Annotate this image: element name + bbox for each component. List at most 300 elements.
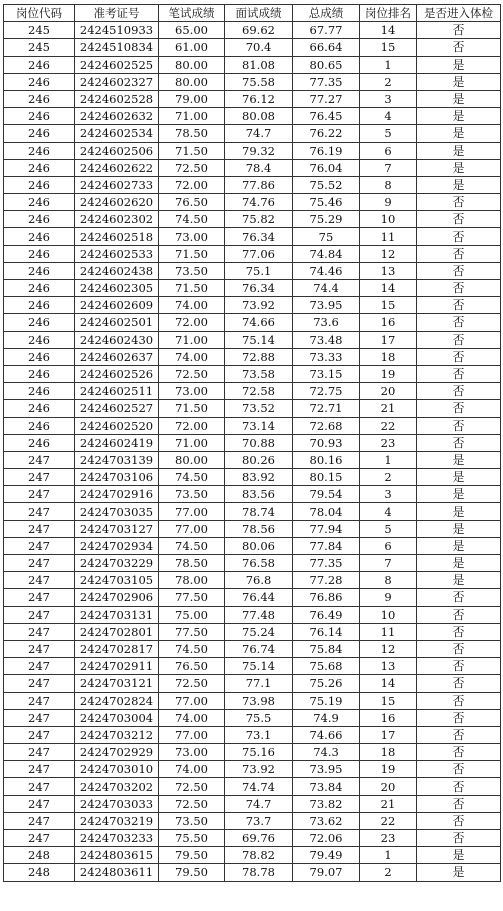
post-rank-cell: 21 <box>360 795 417 812</box>
physical-exam-cell: 否 <box>417 348 501 365</box>
exam-number-cell: 2424602302 <box>75 211 159 228</box>
interview-score-cell: 77.86 <box>225 176 293 193</box>
interview-score-cell: 73.14 <box>225 417 293 434</box>
total-score-cell: 75 <box>293 228 360 245</box>
exam-number-cell: 2424703121 <box>75 675 159 692</box>
table-row <box>4 589 501 606</box>
interview-score-cell: 74.66 <box>225 314 293 331</box>
written-score-cell: 80.00 <box>159 451 225 468</box>
table-row <box>4 90 501 107</box>
written-score-cell: 80.00 <box>159 56 225 73</box>
interview-score-cell: 78.74 <box>225 503 293 520</box>
physical-exam-cell: 否 <box>417 692 501 709</box>
written-score-cell: 79.50 <box>159 864 225 881</box>
post-code-cell: 247 <box>4 451 75 468</box>
physical-exam-cell: 是 <box>417 108 501 125</box>
post-code-cell: 247 <box>4 709 75 726</box>
post-rank-cell: 5 <box>360 520 417 537</box>
post-rank-cell: 19 <box>360 365 417 382</box>
post-rank-cell: 9 <box>360 589 417 606</box>
exam-number-cell: 2424602305 <box>75 280 159 297</box>
table-row <box>4 795 501 812</box>
written-score-cell: 73.00 <box>159 383 225 400</box>
post-rank-cell: 22 <box>360 417 417 434</box>
table-row <box>4 606 501 623</box>
exam-number-cell: 2424702929 <box>75 744 159 761</box>
total-score-cell: 74.46 <box>293 262 360 279</box>
physical-exam-cell: 否 <box>417 400 501 417</box>
written-score-cell: 77.50 <box>159 623 225 640</box>
exam-number-cell: 2424602534 <box>75 125 159 142</box>
table-row <box>4 520 501 537</box>
written-score-cell: 80.00 <box>159 73 225 90</box>
table-row <box>4 503 501 520</box>
physical-exam-cell: 否 <box>417 709 501 726</box>
total-score-cell: 74.9 <box>293 709 360 726</box>
written-score-cell: 74.00 <box>159 761 225 778</box>
exam-number-cell: 2424510834 <box>75 39 159 56</box>
table-row <box>4 314 501 331</box>
physical-exam-cell: 否 <box>417 795 501 812</box>
table-row <box>4 262 501 279</box>
interview-score-cell: 69.62 <box>225 22 293 39</box>
post-rank-cell: 11 <box>360 228 417 245</box>
physical-exam-cell: 否 <box>417 211 501 228</box>
total-score-cell: 76.04 <box>293 159 360 176</box>
post-code-cell: 247 <box>4 486 75 503</box>
table-row <box>4 486 501 503</box>
physical-exam-cell: 否 <box>417 314 501 331</box>
exam-number-cell: 2424703004 <box>75 709 159 726</box>
post-rank-cell: 2 <box>360 73 417 90</box>
exam-number-cell: 2424602518 <box>75 228 159 245</box>
physical-exam-cell: 是 <box>417 142 501 159</box>
interview-score-cell: 80.26 <box>225 451 293 468</box>
written-score-cell: 71.00 <box>159 434 225 451</box>
exam-number-cell: 2424702911 <box>75 658 159 675</box>
total-score-cell: 75.46 <box>293 194 360 211</box>
written-score-cell: 77.00 <box>159 520 225 537</box>
post-rank-cell: 3 <box>360 486 417 503</box>
total-score-cell: 74.66 <box>293 726 360 743</box>
physical-exam-cell: 否 <box>417 778 501 795</box>
post-rank-cell: 13 <box>360 262 417 279</box>
total-score-cell: 75.52 <box>293 176 360 193</box>
written-score-cell: 74.50 <box>159 469 225 486</box>
written-score-cell: 72.00 <box>159 417 225 434</box>
total-score-cell: 73.33 <box>293 348 360 365</box>
post-code-cell: 246 <box>4 400 75 417</box>
physical-exam-cell: 否 <box>417 331 501 348</box>
col-header-post-rank: 岗位排名 <box>360 5 417 22</box>
interview-score-cell: 77.1 <box>225 675 293 692</box>
exam-number-cell: 2424703233 <box>75 830 159 847</box>
written-score-cell: 77.00 <box>159 503 225 520</box>
interview-score-cell: 80.08 <box>225 108 293 125</box>
post-code-cell: 246 <box>4 228 75 245</box>
total-score-cell: 75.29 <box>293 211 360 228</box>
table-row <box>4 469 501 486</box>
post-rank-cell: 4 <box>360 108 417 125</box>
written-score-cell: 71.50 <box>159 245 225 262</box>
written-score-cell: 65.00 <box>159 22 225 39</box>
post-rank-cell: 9 <box>360 194 417 211</box>
table-row <box>4 400 501 417</box>
exam-number-cell: 2424703010 <box>75 761 159 778</box>
interview-score-cell: 79.32 <box>225 142 293 159</box>
post-code-cell: 245 <box>4 39 75 56</box>
exam-number-cell: 2424703106 <box>75 469 159 486</box>
total-score-cell: 76.49 <box>293 606 360 623</box>
total-score-cell: 73.15 <box>293 365 360 382</box>
total-score-cell: 75.68 <box>293 658 360 675</box>
physical-exam-cell: 否 <box>417 761 501 778</box>
physical-exam-cell: 否 <box>417 262 501 279</box>
exam-number-cell: 2424602327 <box>75 73 159 90</box>
total-score-cell: 76.22 <box>293 125 360 142</box>
written-score-cell: 61.00 <box>159 39 225 56</box>
post-code-cell: 246 <box>4 417 75 434</box>
written-score-cell: 73.00 <box>159 228 225 245</box>
interview-score-cell: 74.7 <box>225 125 293 142</box>
post-rank-cell: 7 <box>360 159 417 176</box>
table-row <box>4 39 501 56</box>
physical-exam-cell: 否 <box>417 640 501 657</box>
total-score-cell: 75.84 <box>293 640 360 657</box>
table-row <box>4 847 501 864</box>
physical-exam-cell: 否 <box>417 280 501 297</box>
table-row <box>4 864 501 881</box>
total-score-cell: 77.35 <box>293 555 360 572</box>
exam-number-cell: 2424703035 <box>75 503 159 520</box>
post-rank-cell: 10 <box>360 606 417 623</box>
post-code-cell: 247 <box>4 675 75 692</box>
post-rank-cell: 16 <box>360 709 417 726</box>
interview-score-cell: 76.34 <box>225 280 293 297</box>
physical-exam-cell: 否 <box>417 726 501 743</box>
table-row <box>4 108 501 125</box>
written-score-cell: 74.50 <box>159 640 225 657</box>
table-row <box>4 73 501 90</box>
exam-number-cell: 2424602637 <box>75 348 159 365</box>
total-score-cell: 73.95 <box>293 297 360 314</box>
post-code-cell: 246 <box>4 297 75 314</box>
post-code-cell: 246 <box>4 125 75 142</box>
post-rank-cell: 23 <box>360 434 417 451</box>
post-code-cell: 246 <box>4 211 75 228</box>
table-row <box>4 159 501 176</box>
total-score-cell: 76.14 <box>293 623 360 640</box>
exam-number-cell: 2424703131 <box>75 606 159 623</box>
interview-score-cell: 70.4 <box>225 39 293 56</box>
written-score-cell: 75.50 <box>159 830 225 847</box>
exam-number-cell: 2424703139 <box>75 451 159 468</box>
table-row <box>4 640 501 657</box>
post-code-cell: 245 <box>4 22 75 39</box>
col-header-interview-score: 面试成绩 <box>225 5 293 22</box>
post-code-cell: 247 <box>4 761 75 778</box>
written-score-cell: 74.00 <box>159 297 225 314</box>
total-score-cell: 66.64 <box>293 39 360 56</box>
post-rank-cell: 20 <box>360 383 417 400</box>
post-code-cell: 246 <box>4 245 75 262</box>
total-score-cell: 72.68 <box>293 417 360 434</box>
physical-exam-cell: 是 <box>417 159 501 176</box>
total-score-cell: 77.94 <box>293 520 360 537</box>
written-score-cell: 72.50 <box>159 795 225 812</box>
interview-score-cell: 73.7 <box>225 812 293 829</box>
exam-number-cell: 2424602533 <box>75 245 159 262</box>
post-rank-cell: 14 <box>360 675 417 692</box>
total-score-cell: 73.48 <box>293 331 360 348</box>
interview-score-cell: 76.44 <box>225 589 293 606</box>
physical-exam-cell: 是 <box>417 864 501 881</box>
post-rank-cell: 18 <box>360 744 417 761</box>
physical-exam-cell: 是 <box>417 555 501 572</box>
table-row <box>4 383 501 400</box>
post-code-cell: 247 <box>4 589 75 606</box>
table-row <box>4 417 501 434</box>
interview-score-cell: 74.74 <box>225 778 293 795</box>
total-score-cell: 76.19 <box>293 142 360 159</box>
post-rank-cell: 15 <box>360 297 417 314</box>
post-code-cell: 247 <box>4 744 75 761</box>
physical-exam-cell: 否 <box>417 194 501 211</box>
physical-exam-cell: 否 <box>417 383 501 400</box>
physical-exam-cell: 否 <box>417 623 501 640</box>
exam-number-cell: 2424602506 <box>75 142 159 159</box>
written-score-cell: 72.50 <box>159 675 225 692</box>
table-row <box>4 830 501 847</box>
exam-number-cell: 2424602526 <box>75 365 159 382</box>
exam-number-cell: 2424602622 <box>75 159 159 176</box>
table-row <box>4 555 501 572</box>
written-score-cell: 75.00 <box>159 606 225 623</box>
written-score-cell: 73.50 <box>159 812 225 829</box>
post-code-cell: 246 <box>4 176 75 193</box>
written-score-cell: 74.50 <box>159 211 225 228</box>
exam-number-cell: 2424602419 <box>75 434 159 451</box>
table-row <box>4 331 501 348</box>
physical-exam-cell: 否 <box>417 297 501 314</box>
written-score-cell: 79.50 <box>159 847 225 864</box>
written-score-cell: 76.50 <box>159 658 225 675</box>
total-score-cell: 80.15 <box>293 469 360 486</box>
total-score-cell: 74.4 <box>293 280 360 297</box>
total-score-cell: 79.54 <box>293 486 360 503</box>
exam-number-cell: 2424703229 <box>75 555 159 572</box>
total-score-cell: 74.84 <box>293 245 360 262</box>
total-score-cell: 73.84 <box>293 778 360 795</box>
physical-exam-cell: 否 <box>417 830 501 847</box>
col-header-total-score: 总成绩 <box>293 5 360 22</box>
exam-number-cell: 2424602501 <box>75 314 159 331</box>
post-rank-cell: 14 <box>360 280 417 297</box>
interview-score-cell: 83.56 <box>225 486 293 503</box>
post-code-cell: 246 <box>4 56 75 73</box>
table-body <box>4 22 501 881</box>
post-rank-cell: 17 <box>360 331 417 348</box>
total-score-cell: 76.45 <box>293 108 360 125</box>
col-header-physical-exam: 是否进入体检 <box>417 5 501 22</box>
exam-number-cell: 2424602520 <box>75 417 159 434</box>
total-score-cell: 77.35 <box>293 73 360 90</box>
interview-score-cell: 75.5 <box>225 709 293 726</box>
physical-exam-cell: 否 <box>417 245 501 262</box>
total-score-cell: 78.04 <box>293 503 360 520</box>
exam-number-cell: 2424803611 <box>75 864 159 881</box>
interview-score-cell: 75.14 <box>225 331 293 348</box>
table-row <box>4 365 501 382</box>
written-score-cell: 72.50 <box>159 159 225 176</box>
total-score-cell: 77.27 <box>293 90 360 107</box>
table-row <box>4 245 501 262</box>
exam-number-cell: 2424602733 <box>75 176 159 193</box>
physical-exam-cell: 是 <box>417 537 501 554</box>
interview-score-cell: 75.24 <box>225 623 293 640</box>
written-score-cell: 73.00 <box>159 744 225 761</box>
post-code-cell: 247 <box>4 726 75 743</box>
post-code-cell: 246 <box>4 383 75 400</box>
exam-number-cell: 2424602438 <box>75 262 159 279</box>
interview-score-cell: 70.88 <box>225 434 293 451</box>
interview-score-cell: 73.58 <box>225 365 293 382</box>
physical-exam-cell: 是 <box>417 572 501 589</box>
physical-exam-cell: 否 <box>417 812 501 829</box>
table-row <box>4 812 501 829</box>
post-code-cell: 246 <box>4 159 75 176</box>
interview-score-cell: 74.7 <box>225 795 293 812</box>
post-rank-cell: 8 <box>360 572 417 589</box>
post-code-cell: 246 <box>4 142 75 159</box>
post-rank-cell: 1 <box>360 847 417 864</box>
exam-number-cell: 2424602430 <box>75 331 159 348</box>
table-row <box>4 228 501 245</box>
post-code-cell: 248 <box>4 847 75 864</box>
post-rank-cell: 11 <box>360 623 417 640</box>
post-rank-cell: 14 <box>360 22 417 39</box>
post-code-cell: 246 <box>4 314 75 331</box>
interview-score-cell: 72.58 <box>225 383 293 400</box>
exam-number-cell: 2424602620 <box>75 194 159 211</box>
header-row <box>4 5 501 22</box>
physical-exam-cell: 是 <box>417 451 501 468</box>
interview-score-cell: 75.1 <box>225 262 293 279</box>
interview-score-cell: 73.92 <box>225 761 293 778</box>
exam-number-cell: 2424602527 <box>75 400 159 417</box>
table-row <box>4 22 501 39</box>
col-header-exam-number: 准考证号 <box>75 5 159 22</box>
written-score-cell: 72.50 <box>159 365 225 382</box>
physical-exam-cell: 否 <box>417 589 501 606</box>
written-score-cell: 71.00 <box>159 108 225 125</box>
physical-exam-cell: 否 <box>417 365 501 382</box>
exam-number-cell: 2424703219 <box>75 812 159 829</box>
written-score-cell: 71.50 <box>159 142 225 159</box>
physical-exam-cell: 是 <box>417 56 501 73</box>
post-rank-cell: 1 <box>360 451 417 468</box>
physical-exam-cell: 否 <box>417 675 501 692</box>
total-score-cell: 75.19 <box>293 692 360 709</box>
interview-score-cell: 74.76 <box>225 194 293 211</box>
total-score-cell: 80.16 <box>293 451 360 468</box>
post-rank-cell: 6 <box>360 537 417 554</box>
interview-score-cell: 73.52 <box>225 400 293 417</box>
post-code-cell: 247 <box>4 520 75 537</box>
post-rank-cell: 18 <box>360 348 417 365</box>
interview-score-cell: 72.88 <box>225 348 293 365</box>
physical-exam-cell: 否 <box>417 658 501 675</box>
interview-score-cell: 73.92 <box>225 297 293 314</box>
written-score-cell: 72.00 <box>159 176 225 193</box>
table-row <box>4 451 501 468</box>
written-score-cell: 78.00 <box>159 572 225 589</box>
written-score-cell: 72.00 <box>159 314 225 331</box>
interview-score-cell: 73.98 <box>225 692 293 709</box>
written-score-cell: 78.50 <box>159 555 225 572</box>
physical-exam-cell: 是 <box>417 125 501 142</box>
post-rank-cell: 1 <box>360 56 417 73</box>
exam-number-cell: 2424702817 <box>75 640 159 657</box>
post-rank-cell: 4 <box>360 503 417 520</box>
exam-number-cell: 2424703127 <box>75 520 159 537</box>
interview-score-cell: 76.58 <box>225 555 293 572</box>
written-score-cell: 73.50 <box>159 262 225 279</box>
post-rank-cell: 23 <box>360 830 417 847</box>
physical-exam-cell: 否 <box>417 744 501 761</box>
table-row <box>4 537 501 554</box>
interview-score-cell: 75.58 <box>225 73 293 90</box>
total-score-cell: 80.65 <box>293 56 360 73</box>
interview-score-cell: 76.8 <box>225 572 293 589</box>
table-row <box>4 434 501 451</box>
table-row <box>4 348 501 365</box>
post-code-cell: 247 <box>4 830 75 847</box>
post-rank-cell: 3 <box>360 90 417 107</box>
post-code-cell: 247 <box>4 640 75 657</box>
total-score-cell: 79.49 <box>293 847 360 864</box>
exam-number-cell: 2424602511 <box>75 383 159 400</box>
written-score-cell: 74.00 <box>159 348 225 365</box>
physical-exam-cell: 否 <box>417 22 501 39</box>
post-rank-cell: 7 <box>360 555 417 572</box>
physical-exam-cell: 否 <box>417 434 501 451</box>
physical-exam-cell: 是 <box>417 847 501 864</box>
post-code-cell: 246 <box>4 194 75 211</box>
total-score-cell: 76.86 <box>293 589 360 606</box>
post-rank-cell: 16 <box>360 314 417 331</box>
interview-score-cell: 76.74 <box>225 640 293 657</box>
post-rank-cell: 19 <box>360 761 417 778</box>
interview-score-cell: 73.1 <box>225 726 293 743</box>
post-code-cell: 247 <box>4 469 75 486</box>
exam-number-cell: 2424703105 <box>75 572 159 589</box>
written-score-cell: 77.50 <box>159 589 225 606</box>
exam-number-cell: 2424602632 <box>75 108 159 125</box>
results-table <box>3 4 501 882</box>
exam-number-cell: 2424703033 <box>75 795 159 812</box>
table-row <box>4 658 501 675</box>
physical-exam-cell: 是 <box>417 520 501 537</box>
post-code-cell: 247 <box>4 778 75 795</box>
post-rank-cell: 17 <box>360 726 417 743</box>
post-code-cell: 246 <box>4 365 75 382</box>
interview-score-cell: 78.78 <box>225 864 293 881</box>
table-row <box>4 176 501 193</box>
post-code-cell: 246 <box>4 331 75 348</box>
total-score-cell: 72.06 <box>293 830 360 847</box>
total-score-cell: 73.95 <box>293 761 360 778</box>
